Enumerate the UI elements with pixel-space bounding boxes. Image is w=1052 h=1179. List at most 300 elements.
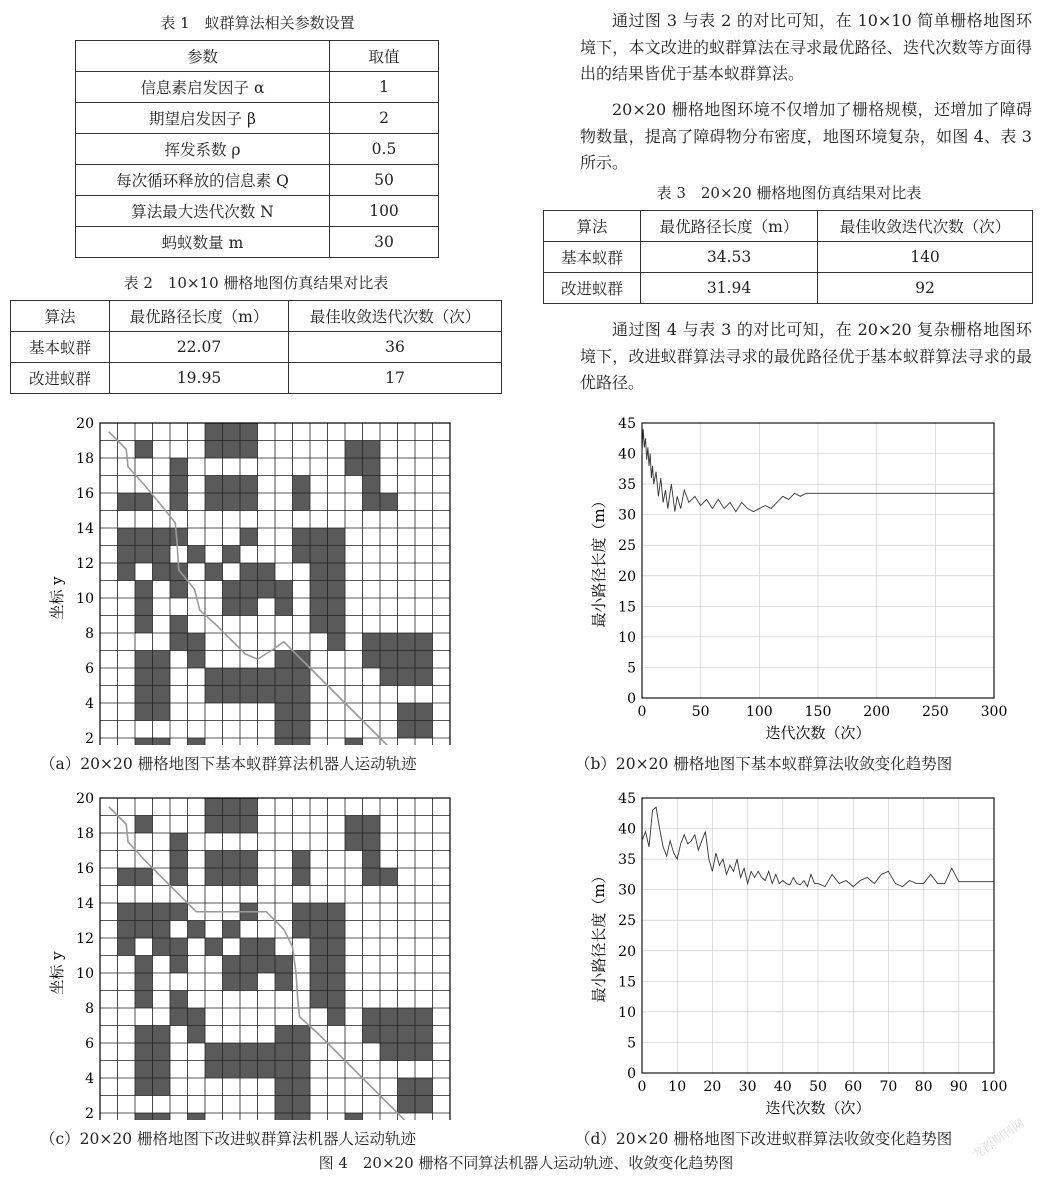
x-tick-label: 30 [738, 1079, 757, 1095]
obstacle-cell [380, 1026, 398, 1044]
subcaption-b: （b）20×20 栅格地图下基本蚁群算法收敛变化趋势图 [575, 755, 953, 773]
obstacle-cell [275, 598, 293, 616]
obstacle-cell [170, 616, 188, 634]
obstacle-cell [398, 721, 416, 739]
obstacle-cell [135, 816, 153, 834]
table2-caption: 表 2 10×10 栅格地图仿真结果对比表 [123, 274, 389, 292]
obstacle-cell [293, 546, 311, 564]
obstacle-cell [275, 1078, 293, 1096]
y-tick-label: 0 [627, 1066, 636, 1082]
obstacle-cell [118, 903, 136, 921]
x-tick-label: 300 [980, 704, 1008, 720]
obstacle-cell [345, 441, 363, 459]
obstacle-cell [240, 938, 258, 956]
obstacle-cell [275, 738, 293, 745]
obstacle-cell [205, 938, 223, 956]
obstacle-cell [328, 1008, 346, 1026]
y-tick-label: 35 [618, 477, 636, 494]
obstacle-cell [240, 563, 258, 581]
obstacle-cell [118, 563, 136, 581]
obstacle-cell [275, 1026, 293, 1044]
obstacle-cell [205, 1043, 223, 1061]
obstacle-cell [415, 1026, 433, 1044]
y-tick-label: 45 [618, 791, 636, 807]
obstacle-cell [328, 991, 346, 1009]
obstacle-cell [293, 493, 311, 511]
obstacle-cell [363, 476, 381, 494]
obstacle-cell [153, 668, 171, 686]
table-cell: 2 [330, 103, 439, 134]
obstacle-cell [118, 546, 136, 564]
obstacle-cell [153, 546, 171, 564]
y-tick-label: 16 [76, 861, 94, 877]
obstacle-cell [135, 1026, 153, 1044]
obstacle-cell [205, 868, 223, 886]
y-tick-label: 25 [618, 913, 636, 930]
obstacle-cell [135, 1078, 153, 1096]
obstacle-cell [293, 1113, 311, 1120]
obstacle-cell [135, 703, 153, 721]
obstacle-cell [205, 423, 223, 441]
x-tick-label: 40 [773, 1079, 792, 1095]
table-cell: 34.53 [641, 242, 818, 273]
obstacle-cell [153, 563, 171, 581]
obstacle-cell [310, 938, 328, 956]
obstacle-cell [240, 528, 258, 546]
obstacle-cell [170, 991, 188, 1009]
y-axis-label: 坐标 y [48, 576, 66, 620]
obstacle-cell [293, 668, 311, 686]
y-tick-label: 5 [627, 660, 636, 677]
obstacle-cell [118, 868, 136, 886]
obstacle-cell [205, 476, 223, 494]
y-tick-label: 8 [85, 626, 94, 642]
obstacle-cell [293, 1078, 311, 1096]
table-cell: 30 [330, 227, 439, 258]
obstacle-cell [223, 798, 241, 816]
y-tick-label: 14 [76, 521, 94, 537]
obstacle-cell [380, 668, 398, 686]
obstacle-cell [223, 598, 241, 616]
obstacle-cell [363, 633, 381, 651]
obstacle-cell [205, 816, 223, 834]
table-cell: 改进蚁群 [11, 363, 110, 394]
y-tick-label: 10 [76, 966, 94, 982]
obstacle-cell [223, 441, 241, 459]
obstacle-cell [153, 703, 171, 721]
table-cell: 每次循环释放的信息素 Q [76, 165, 330, 196]
table-cell: 基本蚁群 [544, 242, 641, 273]
obstacle-cell [240, 668, 258, 686]
table-cell: 期望启发因子 β [76, 103, 330, 134]
obstacle-cell [398, 1078, 416, 1096]
obstacle-cell [415, 651, 433, 669]
obstacle-cell [188, 546, 206, 564]
x-tick-label: 70 [879, 1079, 898, 1095]
obstacle-cell [223, 686, 241, 704]
obstacle-cell [188, 651, 206, 669]
obstacle-cell [223, 921, 241, 939]
x-tick-label: 150 [804, 704, 832, 720]
obstacle-cell [293, 686, 311, 704]
y-tick-label: 20 [618, 568, 636, 585]
obstacle-cell [240, 581, 258, 599]
y-tick-label: 8 [85, 1001, 94, 1017]
obstacle-cell [345, 1113, 363, 1120]
obstacle-cell [153, 1113, 171, 1120]
convergence-chart-basic [580, 405, 1020, 745]
obstacle-cell [153, 1078, 171, 1096]
obstacle-cell [310, 616, 328, 634]
table-cell: 改进蚁群 [544, 273, 641, 304]
obstacle-cell [153, 528, 171, 546]
obstacle-cell [293, 868, 311, 886]
obstacle-cell [223, 546, 241, 564]
y-tick-label: 10 [618, 1004, 636, 1021]
y-tick-label: 12 [76, 931, 94, 947]
table-header-cell: 最优路径长度（m） [641, 211, 818, 242]
table-cell: 0.5 [330, 134, 439, 165]
obstacle-cell [363, 851, 381, 869]
obstacle-cell [328, 921, 346, 939]
obstacle-cell [135, 1061, 153, 1079]
obstacle-cell [223, 973, 241, 991]
obstacle-cell [398, 633, 416, 651]
obstacle-cell [188, 738, 206, 745]
obstacle-cell [170, 868, 188, 886]
obstacle-cell [135, 738, 153, 745]
obstacle-cell [240, 493, 258, 511]
obstacle-cell [293, 1043, 311, 1061]
obstacle-cell [188, 1008, 206, 1026]
obstacle-cell [135, 546, 153, 564]
obstacle-cell [135, 991, 153, 1009]
table-row [76, 196, 439, 227]
obstacle-cell [275, 956, 293, 974]
obstacle-cell [153, 1026, 171, 1044]
obstacle-cell [328, 616, 346, 634]
obstacle-cell [328, 903, 346, 921]
obstacle-cell [275, 581, 293, 599]
obstacle-cell [240, 956, 258, 974]
y-tick-label: 12 [76, 556, 94, 572]
obstacle-cell [328, 546, 346, 564]
x-tick-label: 0 [637, 1079, 647, 1095]
subcaption-c: （c）20×20 栅格地图下改进蚁群算法机器人运动轨迹 [40, 1130, 417, 1148]
obstacle-cell [170, 581, 188, 599]
obstacle-cell [223, 851, 241, 869]
y-tick-label: 14 [76, 896, 94, 912]
obstacle-cell [223, 476, 241, 494]
obstacle-cell [275, 668, 293, 686]
table-header-cell: 最佳收敛迭代次数（次） [818, 211, 1033, 242]
obstacle-cell [153, 686, 171, 704]
obstacle-cell [205, 798, 223, 816]
table-header-cell: 取值 [330, 41, 439, 72]
x-tick-label: 60 [844, 1079, 863, 1095]
obstacle-cell [328, 598, 346, 616]
obstacle-cell [293, 703, 311, 721]
obstacle-cell [363, 868, 381, 886]
obstacle-cell [135, 493, 153, 511]
obstacle-cell [275, 1113, 293, 1120]
x-tick-label: 50 [809, 1079, 827, 1095]
obstacle-cell [223, 1043, 241, 1061]
obstacle-cell [415, 703, 433, 721]
obstacle-cell [398, 703, 416, 721]
obstacle-cell [310, 921, 328, 939]
y-tick-label: 6 [85, 661, 94, 677]
obstacle-cell [240, 851, 258, 869]
y-axis-label: 坐标 y [48, 951, 66, 995]
obstacle-cell [380, 1043, 398, 1061]
obstacle-cell [293, 721, 311, 739]
obstacle-cell [135, 616, 153, 634]
x-tick-label: 50 [691, 704, 710, 720]
obstacle-cell [293, 738, 311, 745]
obstacle-cell [258, 668, 276, 686]
table-header-row [76, 41, 439, 72]
y-tick-label: 2 [85, 1106, 94, 1120]
obstacle-cell [135, 686, 153, 704]
x-tick-label: 90 [949, 1079, 968, 1095]
obstacle-cell [223, 493, 241, 511]
table1 [75, 40, 439, 258]
obstacle-cell [415, 1096, 433, 1114]
table-cell: 36 [289, 332, 502, 363]
y-tick-label: 25 [618, 538, 636, 555]
obstacle-cell [398, 1008, 416, 1026]
obstacle-cell [328, 581, 346, 599]
obstacle-cell [398, 1096, 416, 1114]
obstacle-cell [170, 1008, 188, 1026]
y-tick-label: 15 [618, 599, 636, 616]
table-header-cell: 算法 [544, 211, 641, 242]
obstacle-cell [328, 563, 346, 581]
obstacle-cell [275, 1043, 293, 1061]
y-tick-label: 6 [85, 1036, 94, 1052]
table-cell: 基本蚁群 [11, 332, 110, 363]
x-tick-label: 80 [914, 1079, 933, 1095]
obstacle-cell [363, 441, 381, 459]
obstacle-cell [153, 738, 171, 745]
x-tick-label: 20 [703, 1079, 722, 1095]
table-header-cell: 最优路径长度（m） [110, 301, 289, 332]
y-tick-label: 20 [76, 416, 94, 432]
obstacle-cell [380, 633, 398, 651]
obstacle-cell [310, 598, 328, 616]
table-header-cell: 参数 [76, 41, 330, 72]
obstacle-cell [415, 1008, 433, 1026]
y-tick-label: 2 [85, 731, 94, 745]
obstacle-cell [293, 921, 311, 939]
table-row [11, 332, 502, 363]
obstacle-cell [205, 441, 223, 459]
obstacle-cell [310, 563, 328, 581]
y-axis-label: 最小路径长度（m） [590, 493, 608, 628]
obstacle-cell [240, 686, 258, 704]
obstacle-cell [135, 668, 153, 686]
y-tick-label: 18 [76, 451, 94, 467]
obstacle-cell [223, 868, 241, 886]
obstacle-cell [275, 721, 293, 739]
obstacle-cell [363, 816, 381, 834]
obstacle-cell [345, 816, 363, 834]
table-cell: 50 [330, 165, 439, 196]
obstacle-cell [170, 476, 188, 494]
obstacle-cell [258, 563, 276, 581]
obstacle-cell [415, 1078, 433, 1096]
x-tick-label: 10 [668, 1079, 687, 1095]
x-tick-label: 100 [980, 1079, 1008, 1095]
obstacle-cell [240, 798, 258, 816]
obstacle-cell [293, 903, 311, 921]
obstacle-cell [135, 973, 153, 991]
table-cell: 31.94 [641, 273, 818, 304]
obstacle-cell [170, 938, 188, 956]
watermark-logo: 龙源期刊网 [969, 1115, 1027, 1162]
obstacle-cell [135, 441, 153, 459]
table-header-cell: 最佳收敛迭代次数（次） [289, 301, 502, 332]
figure-caption: 图 4 20×20 栅格不同算法机器人运动轨迹、收敛变化趋势图 [318, 1154, 734, 1172]
table-row [76, 103, 439, 134]
obstacle-cell [258, 686, 276, 704]
obstacle-cell [223, 816, 241, 834]
x-tick-label: 200 [863, 704, 891, 720]
body-paragraph: 通过图 4 与表 3 的对比可知，在 20×20 复杂栅格地图环境下，改进蚁群算法寻求的最优路径优于基本蚁群算法寻求的最优路径。 [580, 320, 1032, 392]
obstacle-cell [240, 1043, 258, 1061]
obstacle-cell [170, 956, 188, 974]
table-cell: 140 [818, 242, 1033, 273]
obstacle-cell [293, 851, 311, 869]
table-row [76, 227, 439, 258]
obstacle-cell [415, 1043, 433, 1061]
x-tick-label: 250 [921, 704, 949, 720]
obstacle-cell [380, 651, 398, 669]
subcaption-d: （d）20×20 栅格地图下改进蚁群算法收敛变化趋势图 [575, 1130, 953, 1148]
obstacle-cell [153, 903, 171, 921]
obstacle-cell [153, 651, 171, 669]
y-tick-label: 40 [618, 446, 636, 463]
obstacle-cell [328, 938, 346, 956]
obstacle-cell [135, 921, 153, 939]
table-cell: 92 [818, 273, 1033, 304]
y-axis-label: 最小路径长度（m） [590, 868, 608, 1003]
obstacle-cell [135, 1113, 153, 1120]
obstacle-cell [153, 1043, 171, 1061]
obstacle-cell [415, 668, 433, 686]
table-row [76, 134, 439, 165]
obstacle-cell [310, 528, 328, 546]
obstacle-cell [188, 1026, 206, 1044]
table-row [544, 273, 1033, 304]
table-cell: 蚂蚁数量 m [76, 227, 330, 258]
obstacle-cell [188, 1113, 206, 1120]
y-tick-label: 4 [85, 696, 94, 712]
y-tick-label: 20 [618, 943, 636, 960]
obstacle-cell [328, 973, 346, 991]
table-cell: 算法最大迭代次数 N [76, 196, 330, 227]
obstacle-cell [258, 581, 276, 599]
obstacle-cell [328, 528, 346, 546]
grid-map-improved [40, 780, 480, 1120]
obstacle-cell [223, 423, 241, 441]
obstacle-cell [223, 1061, 241, 1079]
obstacle-cell [293, 1096, 311, 1114]
obstacle-cell [135, 956, 153, 974]
obstacle-cell [135, 581, 153, 599]
obstacle-cell [398, 1043, 416, 1061]
obstacle-cell [205, 851, 223, 869]
obstacle-cell [275, 1096, 293, 1114]
obstacle-cell [258, 938, 276, 956]
obstacle-cell [240, 816, 258, 834]
x-tick-label: 100 [745, 704, 773, 720]
y-tick-label: 20 [76, 791, 94, 807]
subcaption-a: （a）20×20 栅格地图下基本蚁群算法机器人运动轨迹 [40, 755, 417, 773]
obstacle-cell [363, 833, 381, 851]
obstacle-cell [240, 423, 258, 441]
obstacle-cell [380, 868, 398, 886]
obstacle-cell [310, 956, 328, 974]
obstacle-cell [170, 851, 188, 869]
obstacle-cell [188, 633, 206, 651]
y-tick-label: 30 [618, 882, 636, 899]
obstacle-cell [205, 686, 223, 704]
obstacle-cell [240, 973, 258, 991]
obstacle-cell [275, 1061, 293, 1079]
obstacle-cell [363, 458, 381, 476]
x-axis-label: 迭代次数（次） [765, 1099, 871, 1117]
obstacle-cell [240, 1061, 258, 1079]
table-cell: 挥发系数 ρ [76, 134, 330, 165]
obstacle-cell [118, 528, 136, 546]
table2 [10, 300, 502, 394]
obstacle-cell [293, 1026, 311, 1044]
y-tick-label: 15 [618, 974, 636, 991]
obstacle-cell [363, 1026, 381, 1044]
obstacle-cell [328, 633, 346, 651]
y-tick-label: 35 [618, 852, 636, 869]
obstacle-cell [310, 581, 328, 599]
obstacle-cell [223, 668, 241, 686]
obstacle-cell [118, 493, 136, 511]
grid-map-basic [40, 405, 480, 745]
obstacle-cell [153, 921, 171, 939]
obstacle-cell [188, 921, 206, 939]
obstacle-cell [415, 721, 433, 739]
obstacle-cell [258, 1061, 276, 1079]
body-paragraph: 通过图 3 与表 2 的对比可知，在 10×10 简单栅格地图环境下，本文改进的蚁群算法在寻求最优路径、迭代次数等方面得出的结果皆优于基本蚁群算法。 [580, 11, 1032, 83]
obstacle-cell [170, 528, 188, 546]
obstacle-cell [363, 493, 381, 511]
obstacle-cell [153, 1061, 171, 1079]
obstacle-cell [328, 956, 346, 974]
obstacle-cell [135, 1043, 153, 1061]
obstacle-cell [205, 493, 223, 511]
obstacle-cell [170, 833, 188, 851]
obstacle-cell [170, 903, 188, 921]
obstacle-cell [135, 528, 153, 546]
obstacle-cell [345, 458, 363, 476]
obstacle-cell [310, 546, 328, 564]
obstacle-cell [135, 651, 153, 669]
obstacle-cell [240, 441, 258, 459]
obstacle-cell [415, 633, 433, 651]
obstacle-cell [275, 651, 293, 669]
table3 [543, 210, 1033, 304]
obstacle-cell [170, 633, 188, 651]
